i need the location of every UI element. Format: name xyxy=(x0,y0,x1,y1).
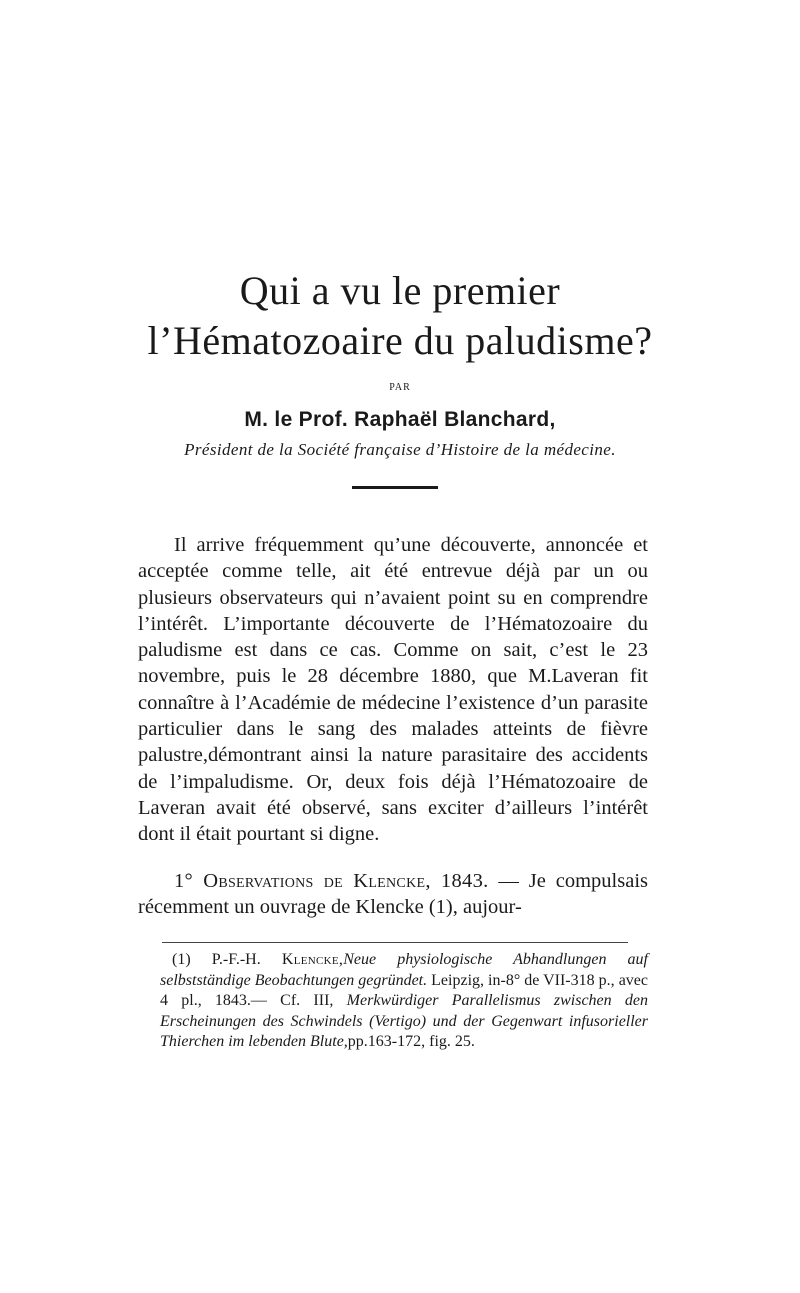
footnote-paren: (Vertigo) xyxy=(362,1012,433,1030)
footnote-title-3: und der Gegenwart infusorieller Thierchen im lebenden Blute, xyxy=(160,1012,649,1050)
footnote xyxy=(160,950,648,1053)
footnote-title-2: Merkwürdiger Parallelismus zwischen den Erscheinungen des Schwindels xyxy=(160,992,648,1030)
footnote-author: Klencke, xyxy=(281,951,344,968)
article-title-line-2: l’Hématozoaire du paludisme? xyxy=(147,318,653,363)
footnote-1 xyxy=(160,950,648,1053)
body-paragraph-2-text: — Je compulsais récemment un ouvrage de Klencke (1), aujour- xyxy=(138,869,648,918)
author-affiliation: Président de la Société française d’Histoire de la médecine. xyxy=(184,440,616,459)
author-name: M. le Prof. Raphaël Blanchard, xyxy=(244,408,556,431)
body-paragraph-2 xyxy=(138,868,648,921)
footnote-separator-rule xyxy=(162,942,628,943)
byline-par: PAR xyxy=(389,382,411,393)
title-separator-rule xyxy=(352,486,438,489)
article-body xyxy=(138,532,648,920)
section-heading-klencke: 1° Observations de Klencke, 1843. xyxy=(174,869,489,892)
footnote-pages: pp.163-172, fig. 25. xyxy=(347,1033,475,1050)
footnote-title-1: Neue physiologische Abhandlungen auf selbstständige Beobachtungen gegründet. xyxy=(160,951,649,989)
footnote-publication: Leipzig, in-8° de VII-318 p., avec 4 pl., 1843.— Cf. III, xyxy=(160,971,648,1009)
body-paragraph-1: Il arrive fréquemment qu’une découverte, annoncée et acceptée comme telle, ait été entrevue déjà par un ou plusieurs observateurs qui n’avaient point su en comprendre l’intérêt. L’importante découverte de l’Hématozoaire du paludisme est dans ce cas. Comme on sait, c’est le 23 novembre, puis le 28 décembre 1880, que M.Laveran fit connaître à l’Académie de médecine l’existence d’un parasite particulier dans le sang des malades atteints de fièvre palustre,démontrant ainsi la nature parasitaire des accidents de l’impaludisme. Or, deux fois déjà l’Hématozoaire de Laveran avait été observé, sans exciter d’ailleurs l’intérêt dont il était pourtant si digne. xyxy=(138,534,648,846)
article-title-line-1: Qui a vu le premier xyxy=(239,268,561,313)
footnote-marker: (1) P.-F.-H. xyxy=(172,951,282,968)
